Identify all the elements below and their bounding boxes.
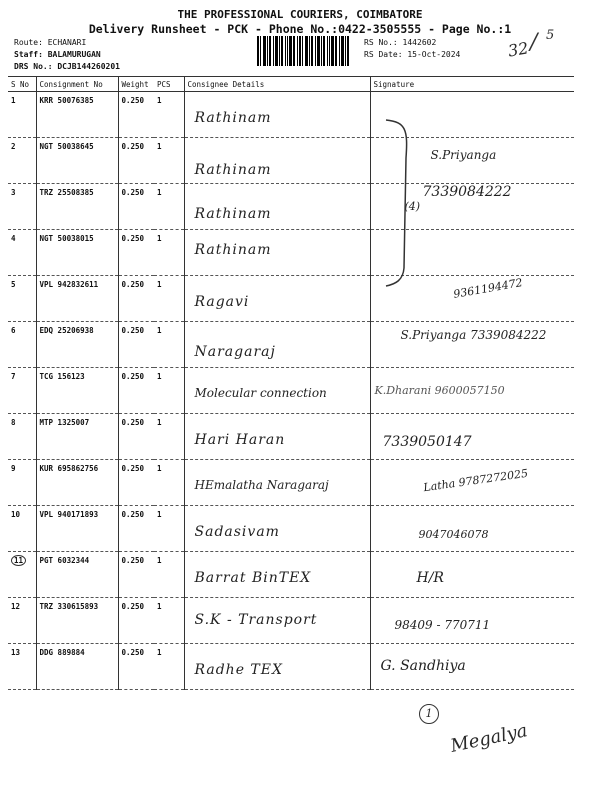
consignee-name: HEmalatha Naragaraj — [194, 478, 329, 492]
cell-consignment: KUR 695862756 — [36, 460, 118, 506]
rs-date-value: 15-Oct-2024 — [407, 50, 461, 59]
cell-signature — [370, 552, 574, 598]
table-row — [8, 92, 574, 138]
consignee-name: Naragaraj — [194, 344, 276, 360]
cell-signature — [370, 414, 574, 460]
cell-sno: 6 — [8, 322, 36, 368]
staff-value: BALAMURUGAN — [47, 50, 101, 59]
cell-consignment: NGT 50038645 — [36, 138, 118, 184]
cell-consignment: TRZ 330615893 — [36, 598, 118, 644]
cell-consignment: NGT 50038015 — [36, 230, 118, 276]
cell-consignee — [184, 506, 370, 552]
cell-weight: 0.250 — [118, 552, 154, 598]
cell-consignment: MTP 1325007 — [36, 414, 118, 460]
cell-consignment: VPL 942832611 — [36, 276, 118, 322]
cell-consignee — [184, 230, 370, 276]
cell-sno: 12 — [8, 598, 36, 644]
cell-sno: 3 — [8, 184, 36, 230]
cell-consignee — [184, 138, 370, 184]
staff-label: Staff: — [14, 50, 43, 59]
cell-consignee — [184, 552, 370, 598]
cell-pcs: 1 — [154, 552, 184, 598]
runsheet-subtitle: Delivery Runsheet - PCK - Phone No.:0422-3505555 - Page No.:1 — [88, 22, 512, 36]
table-row — [8, 414, 574, 460]
table-row — [8, 138, 574, 184]
table-row — [8, 506, 574, 552]
cell-weight: 0.250 — [118, 598, 154, 644]
cell-sno: 5 — [8, 276, 36, 322]
route-line — [14, 38, 86, 47]
cell-pcs: 1 — [154, 598, 184, 644]
cell-consignment: VPL 940171893 — [36, 506, 118, 552]
handwritten-count: 32 — [506, 38, 530, 61]
bracket-mark — [384, 118, 414, 288]
cell-signature — [370, 506, 574, 552]
consignee-name: Ragavi — [194, 294, 250, 310]
table-row — [8, 184, 574, 230]
handwritten-page-count: 5 — [546, 28, 555, 43]
cell-pcs: 1 — [154, 184, 184, 230]
staff-line — [14, 50, 101, 59]
consignee-name: Molecular connection — [194, 386, 327, 400]
cell-consignee — [184, 92, 370, 138]
cell-sno: 4 — [8, 230, 36, 276]
header-weight: Weight — [118, 77, 154, 92]
cell-signature — [370, 368, 574, 414]
cell-consignment: PGT 6032344 — [36, 552, 118, 598]
table-row — [8, 322, 574, 368]
row-number: 11 — [11, 555, 26, 566]
signature-text: S.Priyanga — [430, 148, 497, 162]
cell-signature — [370, 322, 574, 368]
header-signature: Signature — [370, 77, 574, 92]
cell-weight: 0.250 — [118, 92, 154, 138]
cell-pcs: 1 — [154, 368, 184, 414]
consignee-name: Sadasivam — [194, 524, 280, 540]
cell-weight: 0.250 — [118, 506, 154, 552]
cell-consignment: TRZ 25508385 — [36, 184, 118, 230]
cell-signature — [370, 644, 574, 690]
rs-no-line — [364, 38, 436, 47]
runsheet-table — [8, 76, 574, 690]
cell-sno: 8 — [8, 414, 36, 460]
footer-signature: Megalya — [448, 720, 530, 757]
cell-weight: 0.250 — [118, 276, 154, 322]
route-value: ECHANARI — [47, 38, 87, 47]
signature-text: S.Priyanga 7339084222 — [400, 328, 547, 342]
cell-weight: 0.250 — [118, 184, 154, 230]
signature-text: Latha 9787272025 — [422, 466, 529, 495]
cell-sno: 2 — [8, 138, 36, 184]
table-row — [8, 368, 574, 414]
rs-no-value: 1442602 — [402, 38, 437, 47]
header-consignment: Consignment No — [36, 77, 118, 92]
cell-signature — [370, 460, 574, 506]
consignee-name: Rathinam — [194, 162, 272, 178]
cell-sno: 1 — [8, 92, 36, 138]
cell-consignee — [184, 414, 370, 460]
consignee-name: Radhe TEX — [194, 662, 283, 678]
cell-pcs: 1 — [154, 92, 184, 138]
table-row — [8, 552, 574, 598]
table-row — [8, 460, 574, 506]
cell-consignee — [184, 322, 370, 368]
route-label: Route: — [14, 38, 43, 47]
signature-text: 7339084222 — [422, 184, 512, 200]
cell-sno: 13 — [8, 644, 36, 690]
cell-consignee — [184, 276, 370, 322]
cell-consignment: TCG 156123 — [36, 368, 118, 414]
consignee-name: Rathinam — [194, 206, 272, 222]
consignee-name: Rathinam — [194, 242, 272, 258]
cell-weight: 0.250 — [118, 460, 154, 506]
cell-consignee — [184, 460, 370, 506]
table-row — [8, 644, 574, 690]
consignee-name: S.K - Transport — [194, 612, 318, 628]
cell-sno: 10 — [8, 506, 36, 552]
signature-text: 9361194472 — [451, 276, 524, 301]
cell-pcs: 1 — [154, 506, 184, 552]
signature-text: (4) — [404, 200, 421, 213]
table-row — [8, 598, 574, 644]
cell-pcs: 1 — [154, 138, 184, 184]
drs-line — [14, 62, 120, 71]
cell-pcs: 1 — [154, 414, 184, 460]
cell-pcs: 1 — [154, 460, 184, 506]
cell-consignment: DDG 889884 — [36, 644, 118, 690]
cell-signature — [370, 598, 574, 644]
header-consignee: Consignee Details — [184, 77, 370, 92]
signature-text: H/R — [416, 570, 444, 586]
rs-no-label: RS No.: — [364, 38, 398, 47]
consignee-name: Rathinam — [194, 110, 272, 126]
signature-text: G. Sandhiya — [380, 658, 466, 674]
signature-text: 7339050147 — [382, 434, 472, 450]
signature-text: 98409 - 770711 — [394, 618, 491, 632]
cell-weight: 0.250 — [118, 644, 154, 690]
cell-sno: 7 — [8, 368, 36, 414]
cell-sno — [8, 552, 36, 598]
cell-consignment: KRR 50076385 — [36, 92, 118, 138]
cell-consignee — [184, 184, 370, 230]
cell-weight: 0.250 — [118, 138, 154, 184]
cell-weight: 0.250 — [118, 414, 154, 460]
cell-pcs: 1 — [154, 644, 184, 690]
table-header-row — [8, 77, 574, 92]
drs-label: DRS No.: — [14, 62, 53, 71]
consignee-name: Barrat BinTEX — [194, 570, 312, 586]
rs-date-label: RS Date: — [364, 50, 403, 59]
cell-consignee — [184, 598, 370, 644]
cell-consignee — [184, 644, 370, 690]
runsheet-title: THE PROFESSIONAL COURIERS, COIMBATORE — [177, 8, 423, 21]
header-pcs: PCS — [154, 77, 184, 92]
cell-weight: 0.250 — [118, 368, 154, 414]
header-sno: S No — [8, 77, 36, 92]
cell-consignee — [184, 368, 370, 414]
barcode-image — [257, 36, 350, 66]
signature-text: 9047046078 — [418, 528, 489, 541]
table-row — [8, 230, 574, 276]
cell-consignment: EDQ 25206938 — [36, 322, 118, 368]
cell-pcs: 1 — [154, 276, 184, 322]
signature-text: K.Dharani 9600057150 — [374, 384, 505, 397]
cell-pcs: 1 — [154, 322, 184, 368]
circled-note: 1 — [419, 704, 439, 724]
cell-weight: 0.250 — [118, 230, 154, 276]
handwritten-slash: / — [530, 30, 538, 55]
cell-pcs: 1 — [154, 230, 184, 276]
cell-weight: 0.250 — [118, 322, 154, 368]
cell-sno: 9 — [8, 460, 36, 506]
consignee-name: Hari Haran — [194, 432, 286, 448]
drs-value: DCJB144260201 — [57, 62, 120, 71]
rs-date-line — [364, 50, 460, 59]
table-row — [8, 276, 574, 322]
